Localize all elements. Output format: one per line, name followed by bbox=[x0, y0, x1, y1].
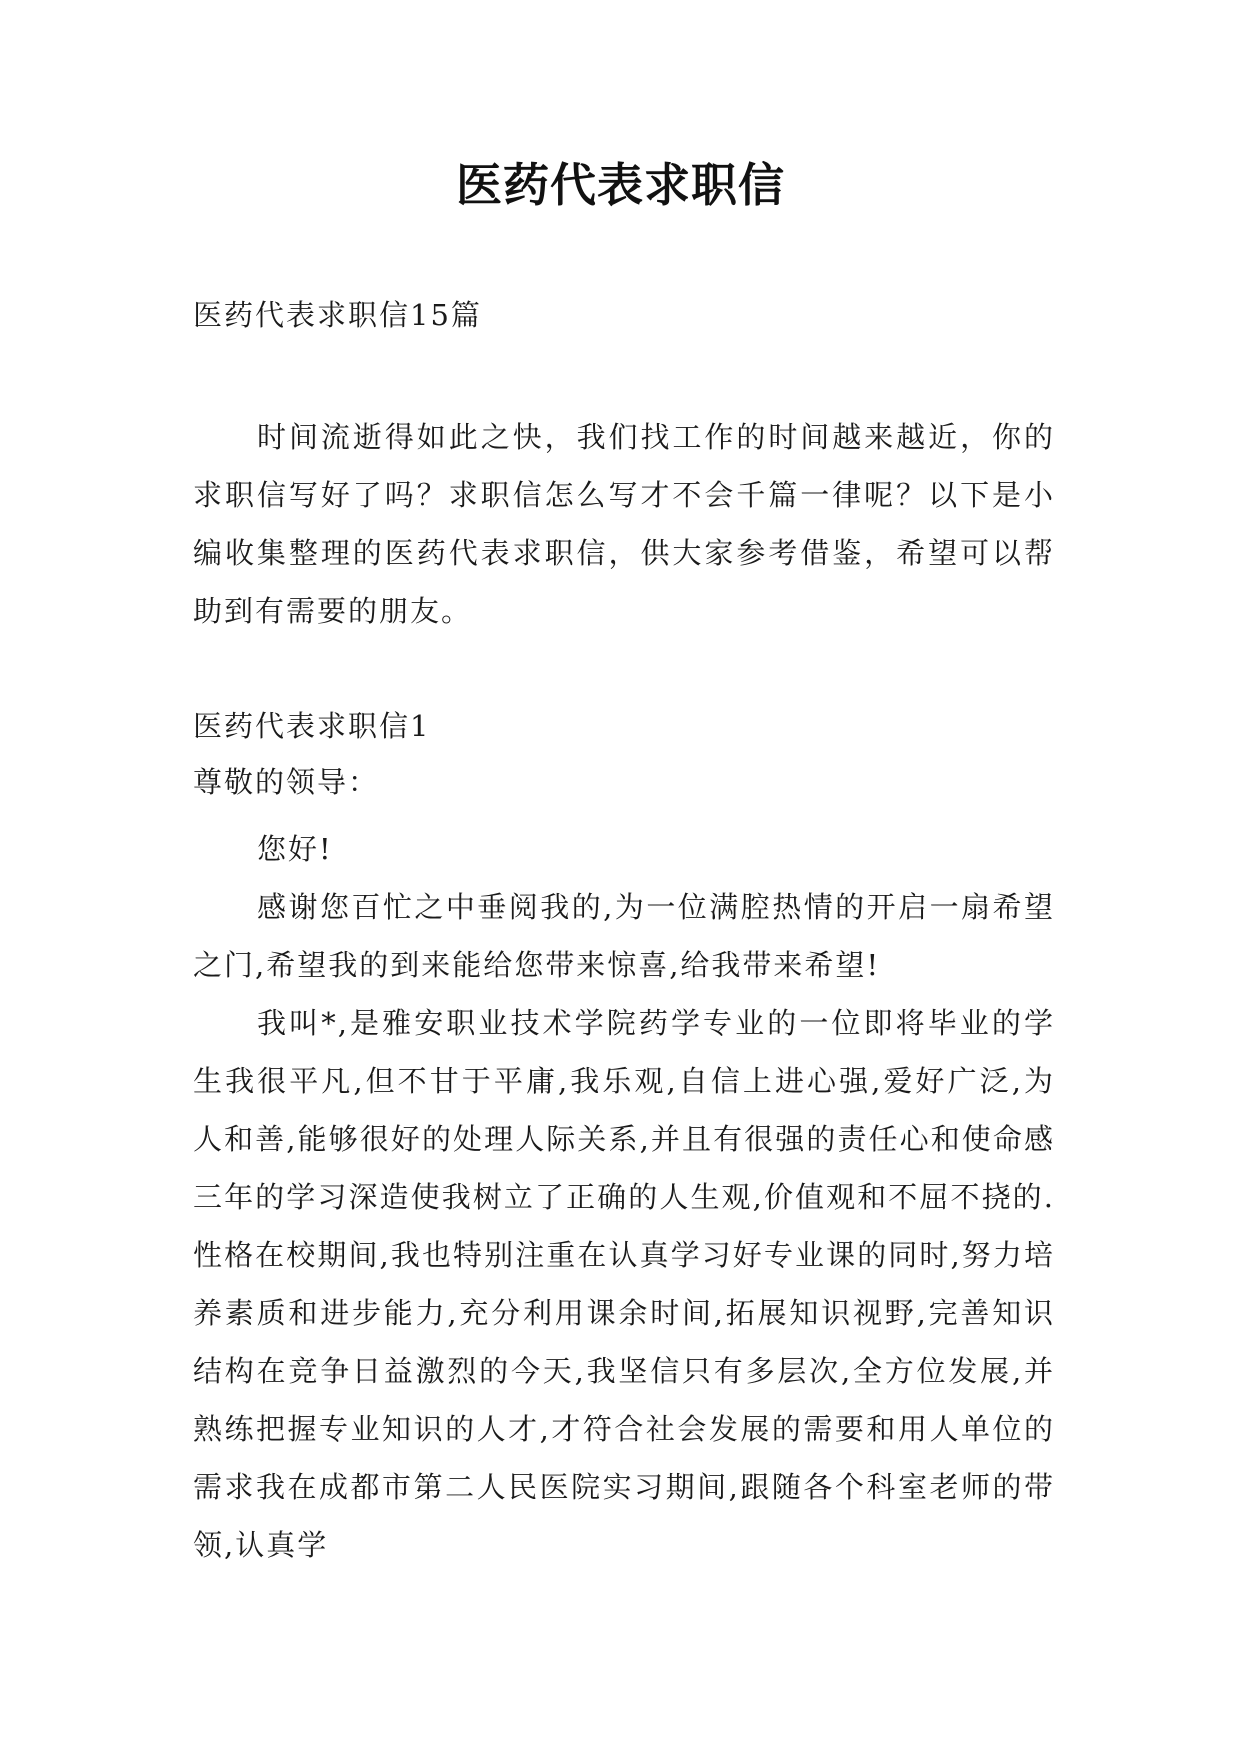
greeting-paragraph: 您好! bbox=[257, 832, 333, 866]
intro-paragraph: 时间流逝得如此之快，我们找工作的时间越来越近，你的求职信写好了吗？求职信怎么写才不会千篇一律呢？以下是小编收集整理的医药代表求职信，供大家参考借鉴，希望可以帮助到有需要的朋友。 bbox=[193, 420, 1055, 628]
letter-body bbox=[193, 820, 1055, 1574]
thanks-paragraph: 感谢您百忙之中垂阅我的,为一位满腔热情的开启一扇希望之门,希望我的到来能给您带来惊喜,给我带来希望! bbox=[193, 890, 1055, 982]
section-heading: 医药代表求职信1 bbox=[193, 709, 431, 743]
self-introduction-paragraph: 我叫*,是雅安职业技术学院药学专业的一位即将毕业的学生我很平凡,但不甘于平庸,我乐观,自信上进心强,爱好广泛,为人和善,能够很好的处理人际关系,并且有很强的责任心和使命感三年的学习深造使我树立了正确的人生观,价值观和不屈不挠的.性格在校期间,我也特别注重在认真学习好专业课的同时,努力培养素质和进步能力,充分利用课余时间,拓展知识视野,完善知识结构在竞争日益激烈的今天,我坚信只有多层次,全方位发展,并熟练把握专业知识的人才,才符合社会发展的需要和用人单位的需求我在成都市第二人民医院实习期间,跟随各个科室老师的带领,认真学 bbox=[193, 1006, 1055, 1562]
letter-salutation: 尊敬的领导： bbox=[193, 765, 380, 799]
document-subtitle: 医药代表求职信15篇 bbox=[193, 298, 482, 332]
document-title: 医药代表求职信 bbox=[456, 158, 785, 212]
